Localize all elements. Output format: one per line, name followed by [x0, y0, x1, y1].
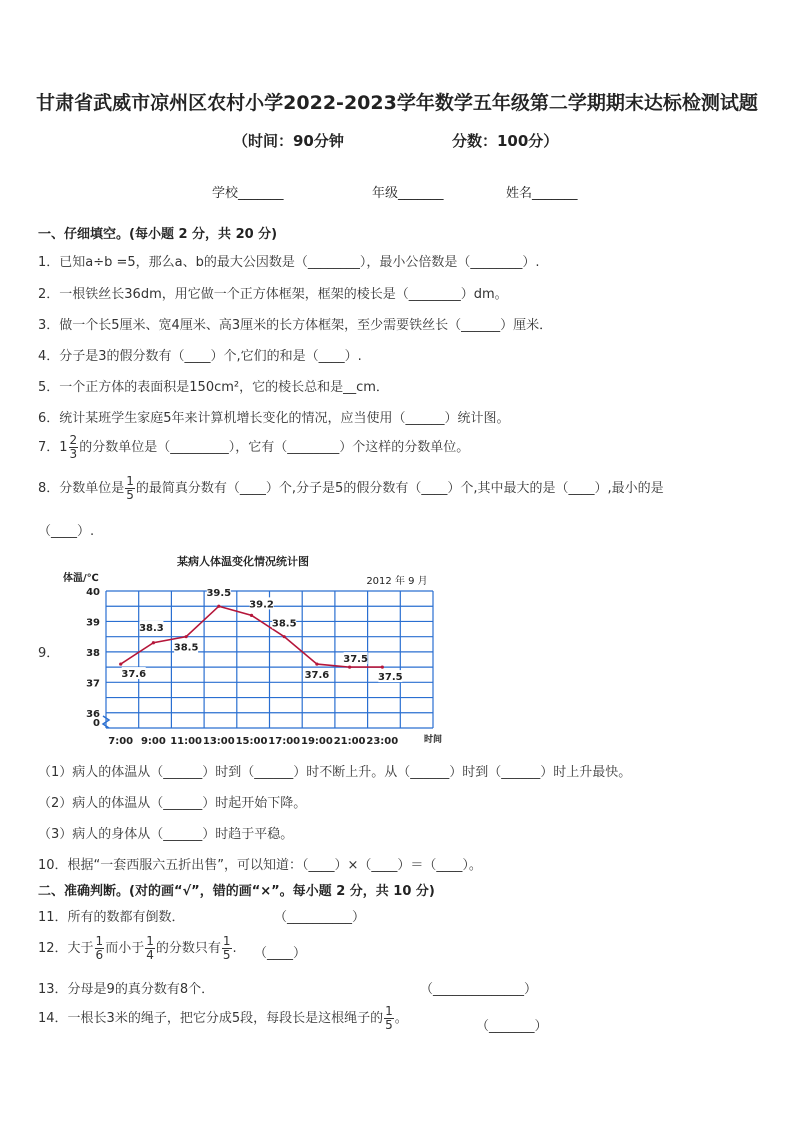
q12-f1-denominator: 6 [95, 948, 104, 962]
question-9-3: （3）病人的身体从（______）时趋于平稳。 [38, 827, 294, 842]
question-7 [38, 434, 469, 461]
q14-denominator: 5 [385, 1018, 393, 1032]
q7-prefix: 7．1 [38, 440, 68, 455]
question-11: 11．所有的数都有倒数． [38, 910, 185, 925]
chart-xlabel: 时间 [423, 735, 443, 745]
q8-denominator: 5 [126, 488, 134, 502]
q12-f2-numerator: 1 [146, 934, 154, 948]
question-14 [38, 1005, 408, 1032]
y-tick-label: 39 [86, 617, 100, 629]
x-tick-label: 9:00 [140, 736, 166, 747]
section-1-title: 一、仔细填空。(每小题 2 分，共 20 分) [38, 227, 278, 242]
question-5: 5．一个正方体的表面积是150cm²，它的棱长总和是__cm． [38, 380, 389, 395]
name-field: 姓名_______ [506, 186, 578, 201]
data-point [381, 666, 384, 669]
data-point [250, 614, 253, 617]
q12-f2-denominator: 4 [146, 948, 154, 962]
q12-fraction-3 [222, 935, 232, 962]
q14-numerator: 1 [385, 1004, 393, 1018]
data-label: 37.6 [304, 670, 330, 682]
q7-numerator: 2 [69, 433, 78, 447]
q12-prefix: 12．大于 [38, 941, 94, 956]
q12-mid2: 的分数只有 [155, 941, 221, 956]
question-11-answer: （__________） [274, 910, 366, 925]
data-point [119, 662, 122, 665]
question-9-label: 9． [38, 646, 60, 661]
data-label: 38.5 [173, 642, 199, 654]
y-tick-label: 40 [86, 587, 100, 598]
q12-f1-numerator: 1 [95, 934, 104, 948]
chart-title: 某病人体温变化情况统计图 [177, 555, 309, 568]
question-9-2: （2）病人的体温从（______）时起开始下降。 [38, 796, 307, 811]
q14-fraction [384, 1005, 394, 1032]
q12-f3-denominator: 5 [222, 948, 231, 962]
temperature-line-chart [55, 550, 450, 750]
data-point [217, 605, 220, 608]
question-2: 2．一根铁丝长36dm，用它做一个正方体框架，框架的棱长是（________）dm。 [38, 287, 508, 302]
question-10: 10．根据“一套西服六五折出售”，可以知道：（____）×（____）＝（____）。 [38, 858, 482, 873]
data-point [348, 666, 351, 669]
q8-prefix: 8．分数单位是 [38, 481, 125, 496]
grade-field: 年级_______ [372, 186, 444, 201]
data-label: 37.5 [343, 654, 368, 666]
q8-numerator: 1 [126, 474, 134, 488]
x-tick-label: 15:00 [235, 736, 268, 747]
exam-score: 分数：100分） [452, 132, 559, 150]
q7-denominator: 3 [69, 447, 78, 461]
x-tick-label: 19:00 [300, 736, 333, 747]
data-point [315, 662, 318, 665]
x-tick-label: 17:00 [268, 736, 301, 747]
x-tick-label: 23:00 [366, 736, 399, 747]
data-label: 37.6 [121, 669, 147, 681]
section-2-title: 二、准确判断。(对的画“√”，错的画“×”。每小题 2 分，共 10 分) [38, 884, 435, 899]
y-tick-label: 37 [86, 678, 100, 690]
question-3: 3．做一个长5厘米、宽4厘米、高3厘米的长方体框架，至少需要铁丝长（______）厘米． [38, 318, 553, 333]
y-tick-label: 38 [86, 647, 100, 659]
question-9-1: （1）病人的体温从（______）时到（______）时不断上升。从（______）时到（______）时上升最快。 [38, 765, 632, 780]
question-8-line2: （____）. [38, 524, 95, 539]
q8-fraction [125, 475, 135, 502]
x-tick-label: 7:00 [108, 736, 134, 747]
x-tick-label: 21:00 [333, 736, 366, 747]
data-point [152, 641, 155, 644]
q7-fraction [69, 434, 79, 461]
question-12 [38, 935, 237, 962]
question-1: 1．已知a÷b =5，那么a、b的最大公因数是（________），最小公倍数是（________）. [38, 255, 540, 270]
y-tick-label: 36 [86, 708, 100, 720]
chart-date: 2012 年 9 月 [366, 576, 428, 587]
question-13: 13．分母是9的真分数有8个． [38, 982, 215, 997]
q12-fraction-1 [95, 935, 105, 962]
question-6: 6．统计某班学生家庭5年来计算机增长变化的情况，应当使用（______）统计图。 [38, 411, 510, 426]
data-label: 39.2 [249, 599, 274, 611]
data-label: 38.5 [271, 618, 297, 630]
y-tick-label: 0 [93, 717, 100, 729]
data-label: 38.3 [139, 622, 164, 634]
q12-mid: 而小于 [105, 941, 145, 956]
data-point [185, 635, 188, 638]
question-14-answer: （_______） [476, 1019, 548, 1034]
q7-suffix: 的分数单位是（_________），它有（________）个这样的分数单位。 [79, 440, 470, 455]
question-12-answer: （____） [254, 946, 307, 961]
question-13-answer: （______________） [420, 982, 538, 997]
school-field: 学校_______ [212, 186, 284, 201]
data-label: 39.5 [206, 588, 232, 600]
q8-suffix: 的最简真分数有（____）个,分子是5的假分数有（____）个,其中最大的是（____）,最小的是 [135, 481, 664, 496]
axis-break-mark [103, 716, 109, 728]
question-4: 4．分子是3的假分数有（____）个,它们的和是（____）. [38, 349, 362, 364]
q12-f3-numerator: 1 [222, 934, 231, 948]
chart-ylabel: 体温/℃ [63, 573, 99, 584]
q14-suffix: 。 [394, 1011, 408, 1026]
exam-title: 甘肃省武威市凉州区农村小学2022-2023学年数学五年级第二学期期末达标检测试题 [36, 92, 758, 114]
x-tick-label: 11:00 [170, 736, 203, 747]
q12-suffix: . [232, 941, 237, 956]
question-8 [38, 475, 664, 502]
data-label: 37.5 [377, 672, 403, 684]
q14-prefix: 14．一根长3米的绳子，把它分成5段，每段长是这根绳子的 [38, 1011, 384, 1026]
data-point [283, 635, 286, 638]
exam-time: （时间：90分钟 [233, 132, 344, 150]
q12-fraction-2 [145, 935, 155, 962]
x-tick-label: 13:00 [202, 736, 235, 747]
